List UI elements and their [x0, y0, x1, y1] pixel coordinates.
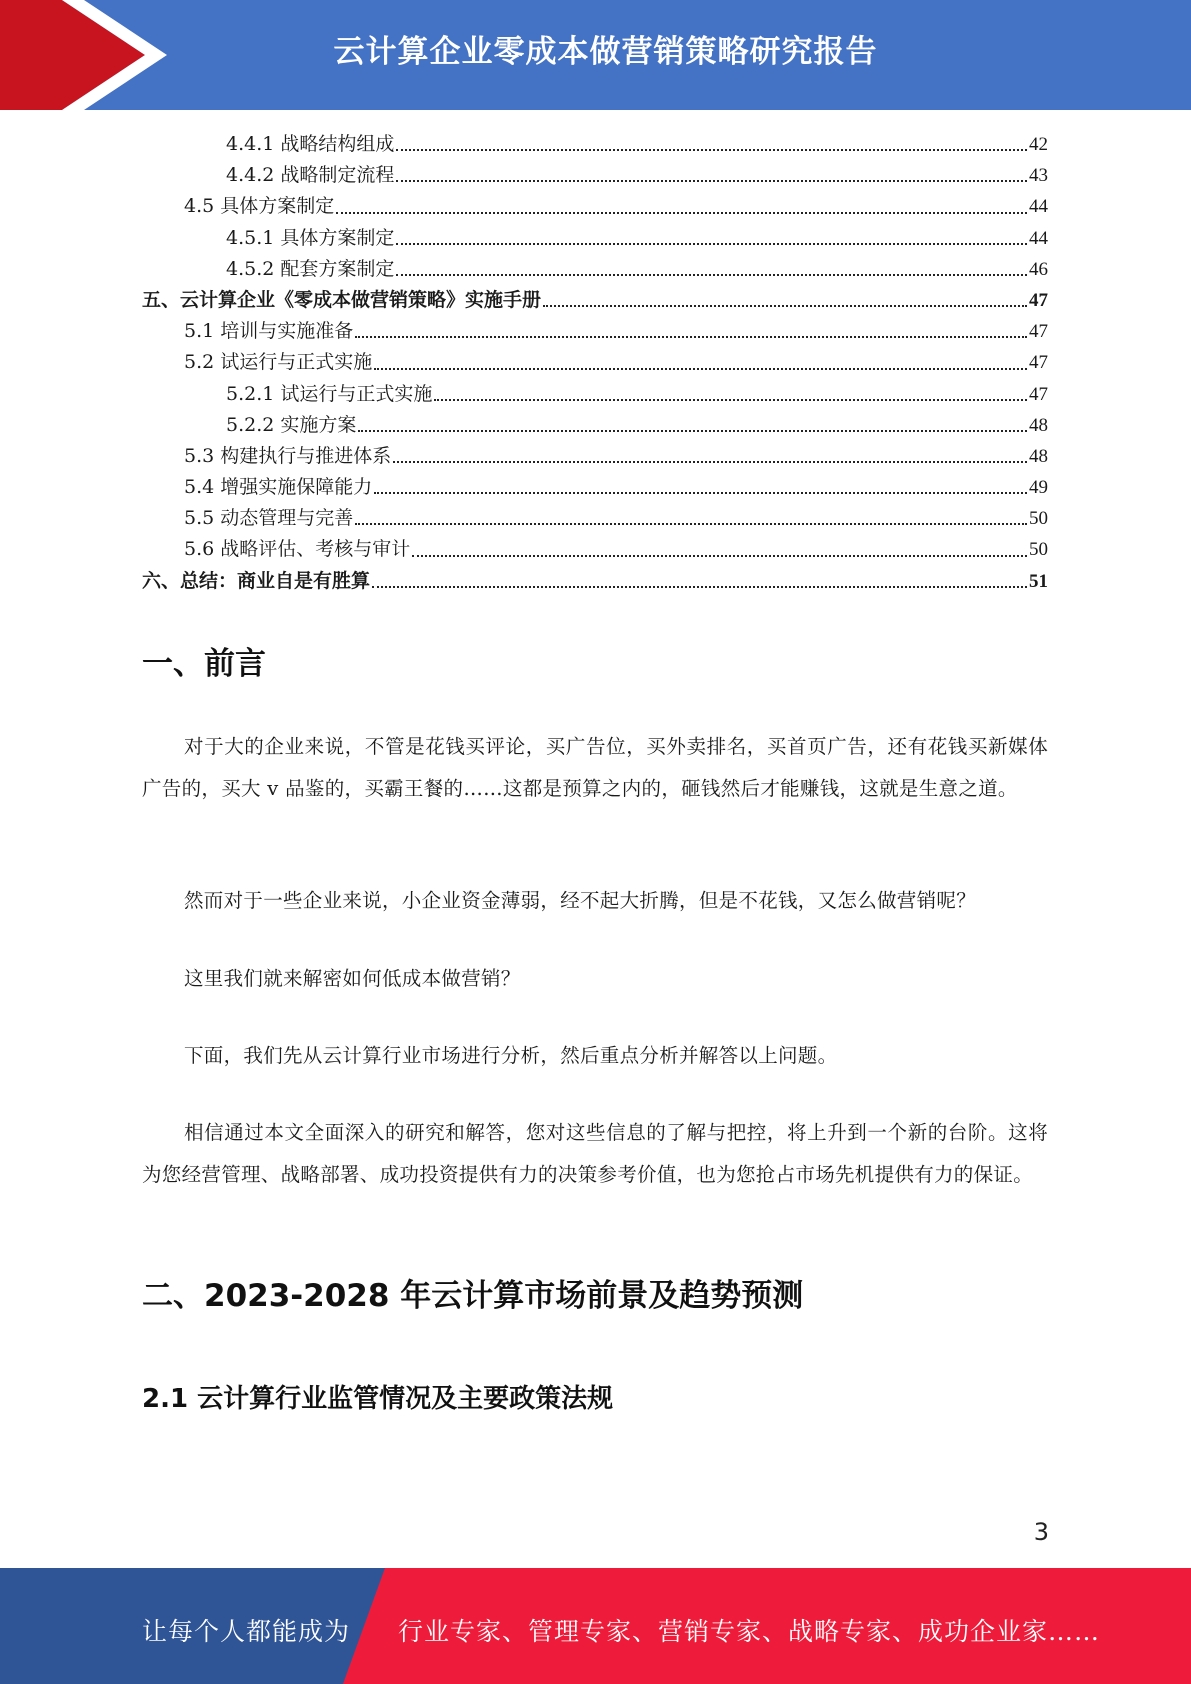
toc-entry-label: 六、总结：商业自是有胜算: [142, 569, 371, 592]
toc-entry[interactable]: [142, 347, 1048, 378]
footer-slogan-left: 让每个人都能成为: [142, 1617, 351, 1646]
toc-dot-leader: [412, 554, 1027, 557]
toc-entry[interactable]: [142, 379, 1048, 410]
toc-entry-label: 5.2 试运行与正式实施: [184, 351, 373, 374]
toc-entry[interactable]: [142, 129, 1048, 160]
toc-dot-leader: [374, 367, 1027, 370]
toc-dot-leader: [396, 273, 1027, 276]
preface-paragraph-3: 这里我们就来解密如何低成本做营销？: [184, 967, 521, 990]
toc-entry[interactable]: [142, 441, 1048, 472]
toc-entry[interactable]: [142, 566, 1048, 597]
toc-entry[interactable]: [142, 160, 1048, 191]
toc-entry-label: 5.1 培训与实施准备: [184, 320, 354, 343]
section-heading-preface: 一、前言: [142, 646, 266, 682]
toc-entry[interactable]: [142, 534, 1048, 565]
toc-entry-label: 4.5.2 配套方案制定: [226, 257, 395, 280]
toc-entry-label: 5.2.1 试运行与正式实施: [226, 382, 433, 405]
page-header: [0, 0, 1191, 110]
toc-entry-label: 4.4.2 战略制定流程: [226, 164, 395, 187]
toc-entry-page: 49: [1029, 477, 1048, 499]
toc-entry-page: 50: [1029, 508, 1048, 530]
toc-entry-label: 5.6 战略评估、考核与审计: [184, 538, 411, 561]
toc-dot-leader: [543, 304, 1027, 307]
header-title: 云计算企业零成本做营销策略研究报告: [333, 34, 878, 70]
table-of-contents: [142, 129, 1048, 597]
toc-dot-leader: [396, 148, 1027, 151]
toc-entry-label: 5.3 构建执行与推进体系: [184, 444, 392, 467]
toc-entry-label: 4.5.1 具体方案制定: [226, 226, 395, 249]
preface-paragraph-1: 对于大的企业来说，不管是花钱买评论，买广告位，买外卖排名，买首页广告，还有花钱买新媒体广告的，买大 v 品鉴的，买霸王餐的……这都是预算之内的，砸钱然后才能赚钱，这就是生意之道。: [142, 735, 1048, 800]
toc-entry[interactable]: [142, 254, 1048, 285]
toc-entry-page: 47: [1029, 383, 1048, 405]
toc-dot-leader: [355, 522, 1027, 525]
toc-dot-leader: [355, 335, 1027, 338]
toc-entry-label: 5.2.2 实施方案: [226, 413, 357, 436]
toc-entry[interactable]: [142, 472, 1048, 503]
preface-paragraph-4: 下面，我们先从云计算行业市场进行分析，然后重点分析并解答以上问题。: [184, 1044, 838, 1067]
toc-entry[interactable]: [142, 316, 1048, 347]
toc-dot-leader: [374, 491, 1027, 494]
page-footer: [0, 1568, 1191, 1684]
toc-entry-page: 47: [1029, 321, 1048, 343]
preface-paragraph-5: 相信通过本文全面深入的研究和解答，您对这些信息的了解与把控，将上升到一个新的台阶。这将为您经营管理、战略部署、成功投资提供有力的决策参考价值，也为您抢占市场先机提供有力的保证。: [142, 1121, 1048, 1186]
toc-entry[interactable]: [142, 503, 1048, 534]
toc-entry-page: 43: [1029, 165, 1048, 187]
toc-entry-page: 48: [1029, 445, 1048, 467]
toc-dot-leader: [396, 179, 1027, 182]
toc-entry-page: 42: [1029, 134, 1048, 155]
toc-dot-leader: [336, 211, 1027, 214]
toc-entry-label: 5.5 动态管理与完善: [184, 507, 354, 530]
toc-entry-page: 47: [1029, 289, 1048, 311]
footer-slogan-right: 行业专家、管理专家、营销专家、战略专家、成功企业家……: [398, 1617, 1101, 1646]
toc-entry-page: 51: [1029, 570, 1048, 592]
toc-entry-page: 47: [1029, 352, 1048, 374]
toc-entry-label: 5.4 增强实施保障能力: [184, 476, 373, 499]
toc-entry-label: 4.5 具体方案制定: [184, 195, 335, 218]
toc-entry-page: 50: [1029, 539, 1048, 561]
toc-entry-label: 五、云计算企业《零成本做营销策略》实施手册: [142, 288, 542, 311]
toc-entry-page: 44: [1029, 227, 1048, 249]
toc-dot-leader: [358, 429, 1027, 432]
toc-dot-leader: [393, 460, 1027, 463]
toc-dot-leader: [372, 585, 1027, 588]
preface-paragraph-2: 然而对于一些企业来说，小企业资金薄弱，经不起大折腾，但是不花钱，又怎么做营销呢？: [184, 889, 977, 912]
page-number: 3: [1033, 1518, 1049, 1546]
toc-entry-page: 44: [1029, 196, 1048, 218]
toc-entry-page: 46: [1029, 258, 1048, 280]
toc-entry-label: 4.4.1 战略结构组成: [226, 133, 395, 155]
toc-dot-leader: [396, 242, 1027, 245]
toc-entry[interactable]: [142, 285, 1048, 316]
toc-dot-leader: [434, 398, 1027, 401]
toc-entry[interactable]: [142, 410, 1048, 441]
toc-entry-page: 48: [1029, 414, 1048, 436]
toc-entry[interactable]: [142, 191, 1048, 222]
subsection-heading-regulation: 2.1 云计算行业监管情况及主要政策法规: [142, 1384, 614, 1414]
toc-entry[interactable]: [142, 223, 1048, 254]
section-heading-market-outlook: 二、2023-2028 年云计算市场前景及趋势预测: [142, 1278, 804, 1314]
